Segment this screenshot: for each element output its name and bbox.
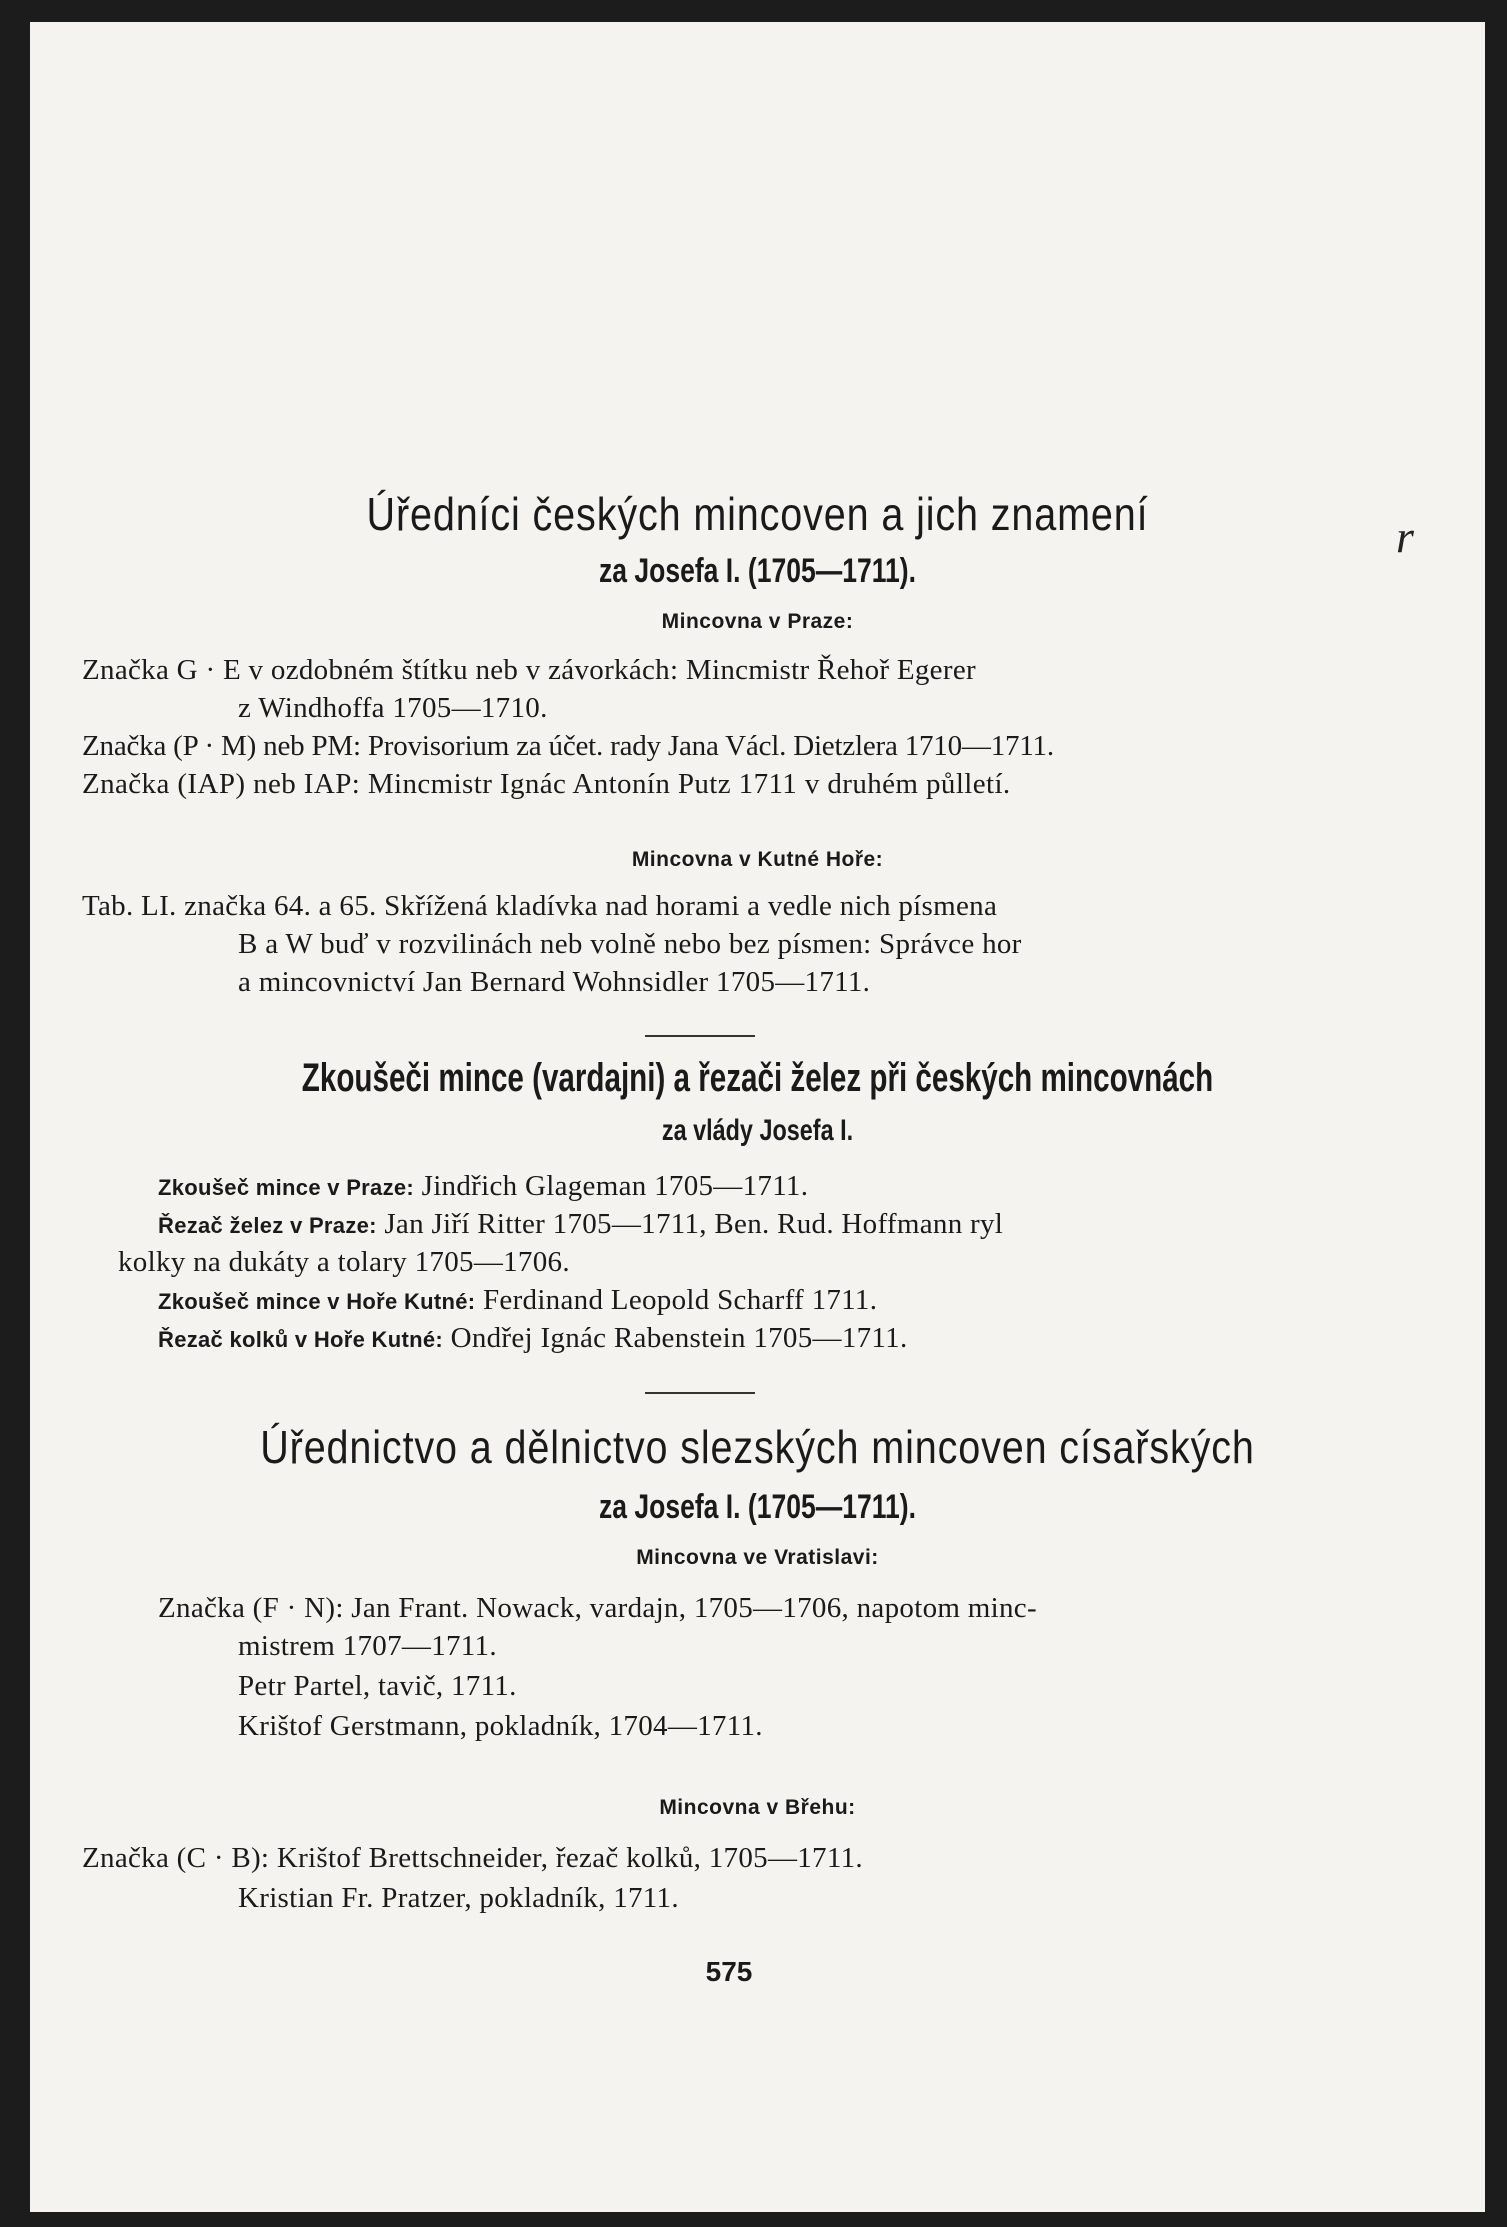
section3-title: Úřednictvo a dělnictvo slezských mincoven císařských [260, 1421, 1255, 1473]
section1-subtitle-wrap [30, 552, 1485, 591]
wroclaw-line-1: Značka (F · N): Jan Frant. Nowack, vardajn, 1705—1706, napotom minc- [158, 1592, 1037, 1624]
engraver-kutna-label: Řezač kolků v Hoře Kutné: [158, 1327, 444, 1352]
divider-1 [645, 1035, 755, 1037]
engraver-kutna-text: Ondřej Ignác Rabenstein 1705—1711. [450, 1322, 908, 1354]
mint-wroclaw-heading-wrap [30, 1546, 1485, 1570]
engraver-prague [158, 1208, 1003, 1241]
mint-prague-heading: Mincovna v Praze: [661, 610, 854, 633]
prague-line-4: Značka (IAP) neb IAP: Mincmistr Ignác Antonín Putz 1711 v druhém půlletí. [82, 768, 1011, 800]
prague-line-2: z Windhoffa 1705—1710. [238, 692, 548, 724]
mint-kutna-heading-wrap [30, 848, 1485, 872]
section1-subtitle: za Josefa I. (1705—1711). [599, 552, 916, 590]
engraver-prague-text: Jan Jiří Ritter 1705—1711, Ben. Rud. Hoffmann ryl [384, 1208, 1004, 1240]
section2-title: Zkoušeči mince (vardajni) a řezači želez při českých mincovnách [301, 1056, 1214, 1100]
section2-title-wrap [30, 1056, 1485, 1101]
kutna-line-2: B a W buď v rozvilinách neb volně nebo bez písmen: Správce hor [238, 928, 1022, 960]
assayer-prague-text: Jindřich Glageman 1705—1711. [421, 1170, 809, 1202]
section2-subtitle: za vlády Josefa I. [661, 1114, 854, 1147]
engraver-prague-cont: kolky na dukáty a tolary 1705—1706. [118, 1246, 570, 1278]
book-page [30, 22, 1485, 2212]
kutna-line-1: Tab. LI. značka 64. a 65. Skřížená kladívka nad horami a vedle nich písmena [82, 890, 998, 922]
page-number: 575 [705, 1956, 753, 1987]
section3-subtitle: za Josefa I. (1705—1711). [599, 1488, 916, 1526]
kutna-line-3: a mincovnictví Jan Bernard Wohnsidler 1705—1711. [238, 966, 871, 998]
wroclaw-line-2: mistrem 1707—1711. [238, 1630, 497, 1662]
wroclaw-line-4: Krištof Gerstmann, pokladník, 1704—1711. [238, 1710, 763, 1742]
mint-wroclaw-heading: Mincovna ve Vratislavi: [636, 1546, 879, 1569]
section1-title-wrap [30, 487, 1485, 541]
section3-subtitle-wrap [30, 1488, 1485, 1527]
brzeg-line-2: Kristian Fr. Pratzer, pokladník, 1711. [238, 1882, 679, 1914]
assayer-prague [158, 1170, 808, 1203]
section2-subtitle-wrap [30, 1114, 1485, 1148]
engraver-prague-label: Řezač želez v Praze: [158, 1213, 377, 1238]
prague-line-1: Značka G · E v ozdobném štítku neb v závorkách: Mincmistr Řehoř Egerer [82, 654, 976, 686]
assayer-kutna [158, 1284, 877, 1317]
mint-brzeg-heading-wrap [30, 1796, 1485, 1820]
section3-title-wrap [30, 1420, 1485, 1474]
section1-title: Úředníci českých mincoven a jich znamení [366, 488, 1149, 540]
prague-line-3: Značka (P · M) neb PM: Provisorium za účet. rady Jana Václ. Dietzlera 1710—1711. [82, 730, 1054, 762]
mint-prague-heading-wrap [30, 610, 1485, 634]
assayer-kutna-label: Zkoušeč mince v Hoře Kutné: [158, 1289, 476, 1314]
assayer-kutna-text: Ferdinand Leopold Scharff 1711. [482, 1284, 878, 1316]
brzeg-line-1: Značka (C · B): Krištof Brettschneider, řezač kolků, 1705—1711. [82, 1842, 863, 1874]
mint-kutna-heading: Mincovna v Kutné Hoře: [631, 848, 884, 871]
margin-mark: r [1396, 511, 1414, 562]
mint-brzeg-heading: Mincovna v Břehu: [659, 1796, 856, 1819]
wroclaw-line-3: Petr Partel, tavič, 1711. [238, 1670, 517, 1702]
engraver-kutna [158, 1322, 908, 1355]
assayer-prague-label: Zkoušeč mince v Praze: [158, 1175, 415, 1200]
divider-2 [645, 1392, 755, 1394]
